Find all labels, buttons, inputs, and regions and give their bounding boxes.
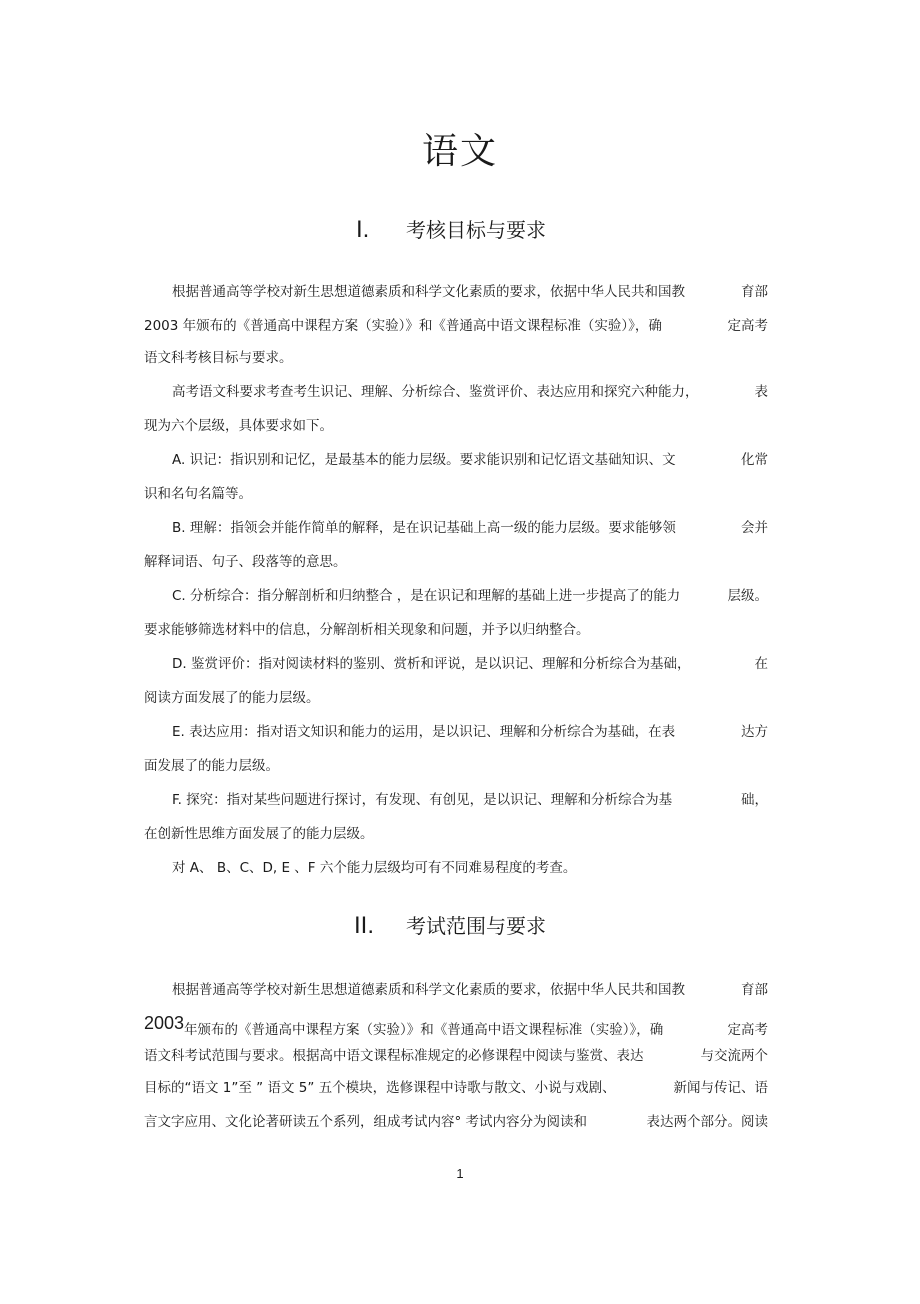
page-title: 语文	[421, 131, 498, 172]
section-2-heading	[0, 910, 920, 942]
paragraph-line-tail: 层级。	[727, 588, 768, 604]
paragraph-line-tail: 础，	[741, 792, 768, 808]
paragraph-line: 语文科考试范围与要求。根据高中语文课程标准规定的必修课程中阅读与鉴赏、表达	[144, 1048, 644, 1064]
paragraph-line: 语文科考核目标与要求。	[144, 350, 293, 366]
paragraph-line-tail: 达方	[741, 724, 768, 740]
year-text: 2003	[144, 1013, 185, 1033]
paragraph-line: A. 识记：指识别和记忆，是最基本的能力层级。要求能识别和记忆语文基础知识、文	[172, 452, 676, 468]
section-1-title: 考核目标与要求	[406, 218, 546, 242]
paragraph-line: E. 表达应用：指对语文知识和能力的运用，是以识记、理解和分析综合为基础，在表	[172, 724, 676, 740]
paragraph-line-tail: 在	[754, 656, 768, 672]
paragraph-line: F. 探究：指对某些问题进行探讨，有发现、有创见，是以识记、理解和分析综合为基	[172, 792, 673, 808]
paragraph-line: C. 分析综合：指分解剖析和归纳整合 ，是在识记和理解的基础上进一步提高了的能力	[172, 588, 681, 604]
paragraph-line-tail: 定高考	[727, 318, 768, 334]
paragraph-line-tail: 表	[754, 384, 768, 400]
paragraph-line: 根据普通高等学校对新生思想道德素质和科学文化素质的要求，依据中华人民共和国教	[172, 284, 685, 300]
paragraph-line-tail: 育部	[741, 284, 768, 300]
paragraph-line-tail: 新闻与传记、语	[673, 1080, 768, 1096]
paragraph-line: 在创新性思维方面发展了的能力层级。	[144, 826, 374, 842]
paragraph-line-tail: 会并	[741, 520, 768, 536]
paragraph-line: 2003 年颁布的《普通高中课程方案（实验）》和《普通高中语文课程标准（实验）》，确	[144, 318, 662, 334]
paragraph-line-tail: 化常	[741, 452, 768, 468]
paragraph-line: 根据普通高等学校对新生思想道德素质和科学文化素质的要求，依据中华人民共和国教	[172, 982, 685, 998]
paragraph-line: 解释词语、句子、段落等的意思。	[144, 554, 347, 570]
paragraph-line: 面发展了的能力层级。	[144, 758, 279, 774]
paragraph-line-tail: 表达两个部分。阅读	[646, 1114, 768, 1130]
paragraph-line: 言文字应用、文化论著研读五个系列，组成考试内容° 考试内容分为阅读和	[144, 1114, 588, 1130]
page-number: 1	[456, 1166, 464, 1181]
paragraph-line: 目标的“语文 1”至 ” 语文 5” 五个模块，选修课程中诗歌与散文、小说与戏剧、	[144, 1080, 616, 1096]
paragraph-line: 年颁布的《普通高中课程方案（实验）》和《普通高中语文课程标准（实验）》，确	[184, 1022, 664, 1038]
section-1-heading	[0, 214, 920, 246]
paragraph-line: 识和名句名篇等。	[144, 486, 252, 502]
paragraph-line: 现为六个层级，具体要求如下。	[144, 418, 333, 434]
paragraph-line-tail: 育部	[741, 982, 768, 998]
section-2-number: II.	[354, 912, 375, 939]
section-2-title: 考试范围与要求	[406, 914, 546, 938]
paragraph-line: 高考语文科要求考查考生识记、理解、分析综合、鉴赏评价、表达应用和探究六种能力，	[172, 384, 699, 400]
paragraph-line: 对 A、 B、C、D, E 、F 六个能力层级均可有不同难易程度的考查。	[172, 860, 577, 876]
paragraph-line-tail: 与交流两个	[700, 1048, 768, 1064]
paragraph-line: D. 鉴赏评价：指对阅读材料的鉴别、赏析和评说，是以识记、理解和分析综合为基础，	[172, 656, 691, 672]
paragraph-line: 要求能够筛选材料中的信息，分解剖析相关现象和问题，并予以归纳整合。	[144, 622, 590, 638]
paragraph-line: 阅读方面发展了的能力层级。	[144, 690, 320, 706]
paragraph-line-tail: 定高考	[727, 1022, 768, 1038]
section-1-number: I.	[356, 216, 370, 243]
paragraph-line: B. 理解：指领会并能作简单的解释，是在识记基础上高一级的能力层级。要求能够领	[172, 520, 676, 536]
